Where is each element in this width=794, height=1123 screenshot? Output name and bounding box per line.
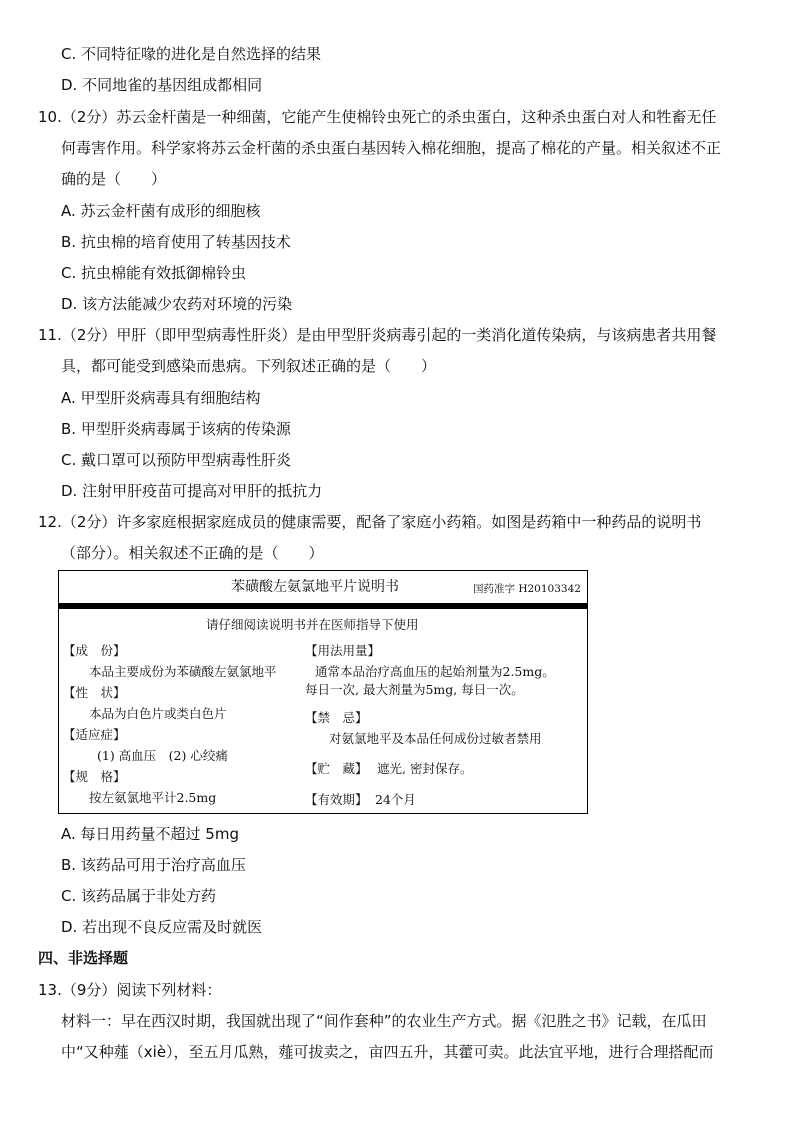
- option-d-q10: D. 该方法能减少农药对环境的污染: [61, 295, 293, 313]
- section-heading-non-choice: 四、非选择题: [38, 949, 129, 967]
- leaflet-spec-text: 按左氨氯地平计2.5mg: [89, 790, 217, 805]
- option-a-q12: A. 每日用药量不超过 5mg: [61, 825, 239, 843]
- option-c-q9: C. 不同特征喙的进化是自然选择的结果: [61, 45, 322, 63]
- leaflet-usage-label: 【用法用量】: [305, 643, 381, 658]
- option-c-q11: C. 戴口罩可以预防甲型病毒性肝炎: [61, 451, 292, 469]
- leaflet-notice: 请仔细阅读说明书并在医师指导下使用: [206, 617, 419, 632]
- leaflet-validity-text: 24个月: [375, 792, 416, 807]
- drug-leaflet-figure: [58, 570, 588, 814]
- leaflet-divider-bar: [59, 603, 587, 609]
- material-1-line-2: 中“又种薤（xiè），至五月瓜熟，薤可拔卖之，亩四五升，其藿可卖。此法宜平地，进行合理搭配而: [61, 1043, 714, 1061]
- leaflet-indications-label: 【适应症】: [63, 727, 126, 742]
- question-13-line-1: 13.（9分）阅读下列材料：: [38, 981, 222, 999]
- option-a-q10: A. 苏云金杆菌有成形的细胞核: [61, 202, 261, 220]
- leaflet-title: 苯磺酸左氨氯地平片说明书: [231, 579, 399, 595]
- option-d-q9: D. 不同地雀的基因组成都相同: [61, 76, 263, 94]
- leaflet-storage-text: 遮光, 密封保存。: [377, 761, 473, 776]
- leaflet-approval-number: 国药准字 H20103342: [473, 583, 581, 595]
- option-b-q12: B. 该药品可用于治疗高血压: [61, 856, 246, 874]
- leaflet-indications-text: (1) 高血压 (2) 心绞痛: [97, 748, 228, 763]
- question-10-line-2: 何毒害作用。科学家将苏云金杆菌的杀虫蛋白基因转入棉花细胞，提高了棉花的产量。相关叙述不正: [61, 139, 722, 157]
- leaflet-spec-label: 【规 格】: [63, 769, 126, 784]
- leaflet-storage-label: 【贮 藏】: [305, 761, 368, 776]
- option-b-q10: B. 抗虫棉的培育使用了转基因技术: [61, 233, 291, 251]
- leaflet-contra-label: 【禁 忌】: [305, 710, 368, 725]
- question-12-line-1: 12.（2分）许多家庭根据家庭成员的健康需要，配备了家庭小药箱。如图是药箱中一种药品的说明书: [38, 513, 702, 531]
- leaflet-validity-label: 【有效期】: [305, 792, 368, 807]
- leaflet-properties-text: 本品为白色片或类白色片: [89, 706, 227, 721]
- leaflet-usage-text-1: 通常本品治疗高血压的起始剂量为2.5mg。: [315, 664, 555, 679]
- leaflet-ingredients-text: 本品主要成份为苯磺酸左氨氯地平: [89, 664, 277, 679]
- question-11-line-1: 11.（2分）甲肝（即甲型病毒性肝炎）是由甲型肝炎病毒引起的一类消化道传染病，与该病患者共用餐: [38, 326, 717, 344]
- question-10-line-3: 确的是（ ）: [61, 170, 167, 188]
- option-b-q11: B. 甲型肝炎病毒属于该病的传染源: [61, 420, 291, 438]
- option-c-q12: C. 该药品属于非处方药: [61, 887, 217, 905]
- question-10-line-1: 10.（2分）苏云金杆菌是一种细菌，它能产生使棉铃虫死亡的杀虫蛋白，这种杀虫蛋白对人和牲畜无任: [38, 108, 717, 126]
- question-12-line-2: （部分）。相关叙述不正确的是（ ）: [61, 544, 324, 562]
- option-a-q11: A. 甲型肝炎病毒具有细胞结构: [61, 389, 261, 407]
- option-c-q10: C. 抗虫棉能有效抵御棉铃虫: [61, 264, 247, 282]
- leaflet-contra-text: 对氨氯地平及本品任何成份过敏者禁用: [329, 731, 542, 746]
- option-d-q11: D. 注射甲肝疫苗可提高对甲肝的抵抗力: [61, 482, 323, 500]
- leaflet-usage-text-2: 每日一次, 最大剂量为5mg, 每日一次。: [305, 682, 524, 697]
- material-1-line-1: 材料一：早在西汉时期，我国就出现了“间作套种”的农业生产方式。据《氾胜之书》记载，在瓜田: [61, 1012, 707, 1030]
- question-11-line-2: 具，都可能受到感染而患病。下列叙述正确的是（ ）: [61, 357, 437, 375]
- leaflet-ingredients-label: 【成 份】: [63, 643, 126, 658]
- leaflet-properties-label: 【性 状】: [63, 685, 126, 700]
- option-d-q12: D. 若出现不良反应需及时就医: [61, 918, 263, 936]
